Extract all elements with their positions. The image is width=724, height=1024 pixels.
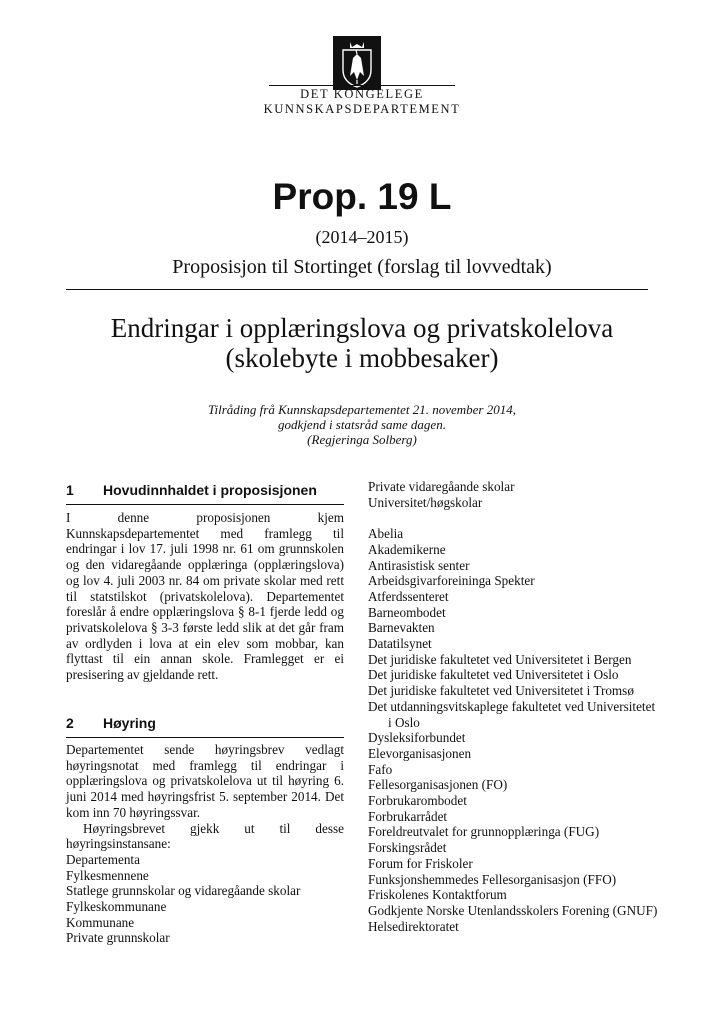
header-divider (66, 289, 648, 290)
section-1-body (66, 510, 344, 683)
list-item: Arbeidsgivarforeininga Spekter (368, 573, 535, 589)
proposition-subtitle: Proposisjon til Stortinget (forslag til lovvedtak) (172, 256, 552, 278)
list-item: Foreldreutvalet for grunnopplæringa (FUG) (368, 824, 600, 840)
section-2-heading (66, 715, 344, 738)
section-2-number: 2 (66, 715, 74, 731)
list-item: Universitet/høgskolar (368, 494, 483, 510)
list-item: Forbrukarrådet (368, 808, 448, 824)
list-item: Departementa (66, 851, 140, 867)
ministry-name-line1: DET KONGELEGE (300, 87, 424, 101)
list-item: Funksjonshemmedes Fellesorganisasjon (FFO) (368, 871, 617, 887)
list-item: Barneombodet (368, 604, 446, 620)
list-item: Datatilsynet (368, 636, 432, 652)
list-item: Kommunane (66, 914, 135, 930)
list-item: Det juridiske fakultetet ved Universitetet i Bergen (368, 651, 632, 667)
main-title-line1: Endringar i opplæringslova og privatskolelova (110, 313, 614, 343)
list-item: Private vidaregåande skolar (368, 479, 515, 494)
consultation-list-right (368, 479, 658, 934)
norwegian-coat-of-arms-icon (333, 36, 381, 90)
section-2-paragraph-2: Høyringsbrevet gjekk ut til desse høyringsinstansane: (66, 820, 344, 852)
list-item: Friskolenes Kontaktforum (368, 887, 507, 903)
list-item: Elevorganisasjonen (368, 745, 472, 761)
list-item: Fylkeskommunane (66, 899, 167, 915)
list-item: Statlege grunnskolar og vidaregåande skolar (66, 883, 301, 899)
list-item: Helsedirektoratet (368, 918, 459, 934)
list-item: Abelia (368, 526, 404, 542)
ministry-name-line2: KUNNSKAPSDEPARTEMENT (263, 102, 461, 116)
list-item: Atferdssenteret (368, 588, 449, 604)
list-item: Fellesorganisasjonen (FO) (368, 777, 508, 793)
list-item: Forum for Friskoler (368, 855, 473, 871)
proposition-number: Prop. 19 L (272, 176, 452, 217)
list-item: Fylkesmennene (66, 867, 149, 883)
list-item: Barnevakten (368, 620, 435, 636)
section-1-number: 1 (66, 482, 74, 498)
list-item: Det utdanningsvitskaplege fakultetet ved Universitetet i Oslo (368, 698, 656, 730)
consultation-list-left (66, 852, 344, 946)
recommendation-line2: godkjend i statsråd same dagen. (278, 417, 446, 432)
list-item: Akademikerne (368, 541, 446, 557)
section-1-title: Hovudinnhaldet i proposisjonen (103, 482, 317, 498)
recommendation-line1: Tilråding frå Kunnskapsdepartementet 21. november 2014, (207, 402, 516, 417)
list-item: Forskingsrådet (368, 840, 447, 856)
list-item: Forbrukarombodet (368, 793, 467, 809)
list-item: Dysleksiforbundet (368, 730, 466, 746)
section-2-paragraph-1: Departementet sende høyringsbrev vedlagt høyringsnotat med framlegg til endringar i opplæringslova og privatskolelova ut til høyring 6. juni 2014 med høyringsfrist 5. september 2014. Det kom inn 70 høyringssvar. (66, 742, 344, 820)
list-item: Private grunnskolar (66, 930, 170, 946)
session-years: (2014–2015) (315, 227, 409, 247)
section-1-heading (66, 482, 344, 505)
section-1-paragraph: I denne proposisjonen kjem Kunnskapsdepartementet med framlegg til endringar i lov 17. juli 1998 nr. 61 om grunnskolen og den vidaregåande opplæringa (opplæringslova) og lov 4. juli 2003 nr. 84 om private skolar med rett til statstilskot (privatskolelova). Departementet foreslår å endre opplæringslova § 8-1 fjerde ledd og privatskolelova § 3-3 første ledd slik at det går fram av ordlyden i lova at ein elev som mobbar, kan flyttast til ein annan skole. Framlegget er ei presisering av gjeldande rett. (66, 510, 344, 683)
ministry-divider (269, 85, 455, 86)
section-2-title: Høyring (103, 715, 156, 731)
list-item: Antirasistisk senter (368, 557, 470, 573)
recommendation-line3: (Regjeringa Solberg) (307, 432, 417, 447)
list-item: Det juridiske fakultetet ved Universitetet i Oslo (368, 667, 619, 683)
main-title-line2: (skolebyte i mobbesaker) (225, 343, 499, 373)
section-2-body (66, 742, 344, 946)
list-item: Det juridiske fakultetet ved Universitetet i Tromsø (368, 683, 634, 699)
list-item: Godkjente Norske Utenlandsskolers Forening (GNUF) (368, 902, 658, 918)
list-item: Fafo (368, 761, 393, 777)
